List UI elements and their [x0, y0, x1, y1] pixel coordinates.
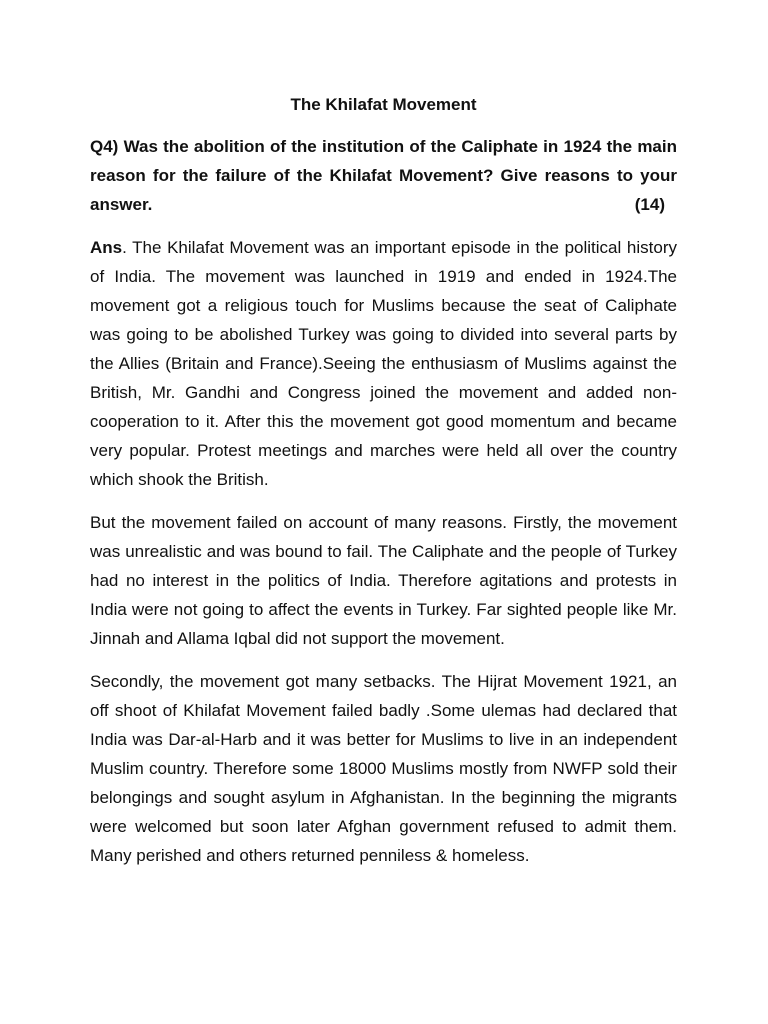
document-title: The Khilafat Movement [290, 95, 477, 114]
paragraph-text: But the movement failed on account of many reasons. Firstly, the movement was unrealistic and was bound to fail. The Caliphate and the people of Turkey had no interest in the politics of India. Therefore agitations and protests in India were not going to affect the events in Turkey. Far sighted people like Mr. Jinnah and Allama Iqbal did not support the movement. [90, 513, 677, 648]
paragraph-text: Secondly, the movement got many setbacks. The Hijrat Movement 1921, an off shoot of Khilafat Movement failed badly .Some ulemas had declared that India was Dar-al-Harb and it was better for Muslims to live in an independent Muslim country. Therefore some 18000 Muslims mostly from NWFP sold their belongings and sought asylum in Afghanistan. In the beginning the migrants were welcomed but soon later Afghan government refused to admit them. Many perished and others returned penniless & homeless. [90, 672, 677, 865]
paragraph-text: . The Khilafat Movement was an important episode in the political history of India. The movement was launched in 1919 and ended in 1924.The movement got a religious touch for Muslims because the seat of Caliphate was going to be abolished Turkey was going to divided into several parts by the Allies (Britain and France).Seeing the enthusiasm of Muslims against the British, Mr. Gandhi and Congress joined the movement and added non-cooperation to it. After this the movement got good momentum and became very popular. Protest meetings and marches were held all over the country which shook the British. [90, 238, 677, 489]
answer-paragraph-2 [90, 508, 677, 653]
question-block [90, 132, 677, 219]
document-page [90, 92, 677, 884]
question-marks: (14) [634, 195, 665, 214]
question-text: Q4) Was the abolition of the institution of the Caliphate in 1924 the main reason for the failure of the Khilafat Movement? Give reasons to your answer. [90, 137, 677, 214]
answer-paragraph-3 [90, 667, 677, 870]
answer-paragraph-1 [90, 233, 677, 494]
answer-label: Ans [90, 238, 123, 257]
